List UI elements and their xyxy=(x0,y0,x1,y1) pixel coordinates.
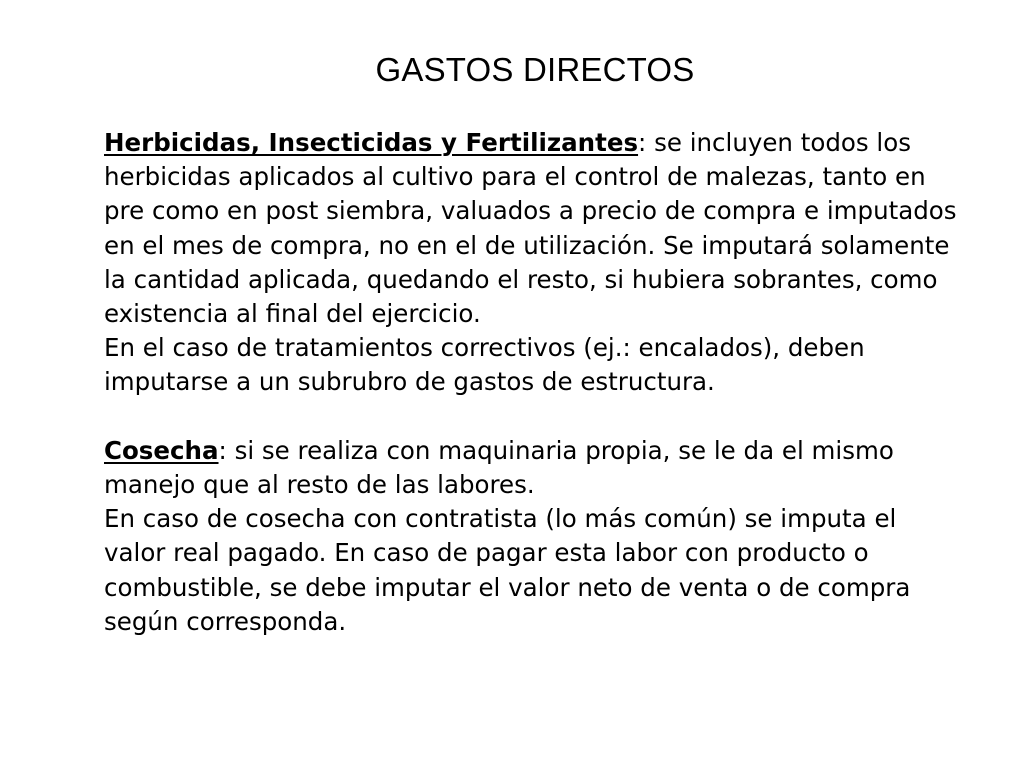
section-term: Cosecha xyxy=(104,435,219,465)
section-cosecha xyxy=(104,434,964,502)
section-cosecha-extra: En caso de cosecha con contratista (lo más común) se imputa el valor real pagado. En caso de pagar esta labor con producto o combustible, se debe imputar el valor neto de venta o de compra según corresponda. xyxy=(104,504,911,636)
section-herbicidas-extra: En el caso de tratamientos correctivos (ej.: encalados), deben imputarse a un subrubro de gastos de estructura. xyxy=(104,333,865,397)
section-text: si se realiza con maquinaria propia, se le da el mismo manejo que al resto de las labores. xyxy=(104,435,894,500)
slide-body xyxy=(104,126,964,639)
section-text: se incluyen todos los herbicidas aplicados al cultivo para el control de malezas, tanto en pre como en post siembra, valuados a precio de compra e imputados en el mes de compra, no en el de utilización. Se imputará solamente la cantidad aplicada, quedando el resto, si hubiera sobrantes, como existencia al final del ejercicio. xyxy=(104,128,957,329)
slide-title: GASTOS DIRECTOS xyxy=(375,51,695,88)
section-term: Herbicidas, Insecticidas y Fertilizantes xyxy=(104,128,639,157)
term-separator: : xyxy=(218,435,235,465)
section-herbicidas xyxy=(104,126,964,331)
term-separator: : xyxy=(638,128,655,157)
